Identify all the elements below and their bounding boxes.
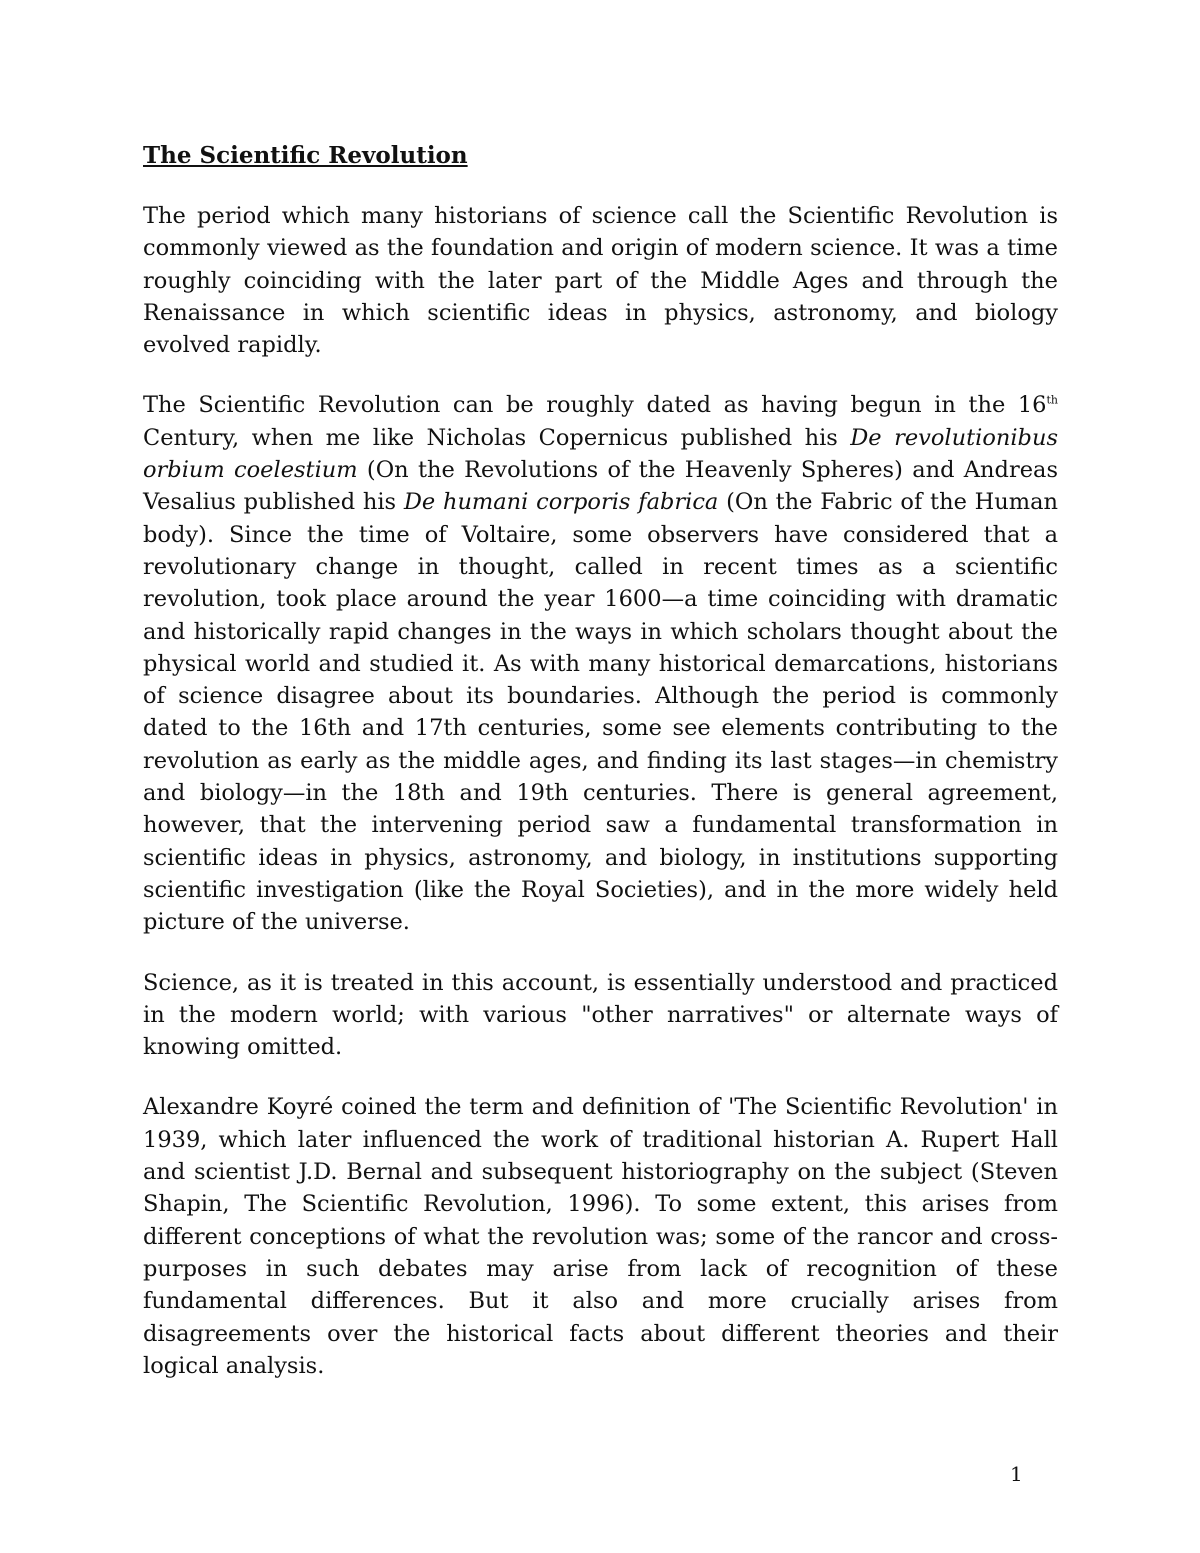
paragraph-2 — [143, 389, 1058, 938]
book-title-de-humani-corporis: De humani corporis fabrica — [403, 489, 719, 516]
paragraph-2-text-d: (On the Fabric of the Human body). Since the time of Voltaire, some observers have considered that a revolutionary change in thought, called in recent times as a scientific revolution, took place around the year 1600—a time coinciding with dramatic and historically rapid changes in the ways in which scholars thought about the physical world and studied it. As with many historical demarcations, historians of science disagree about its boundaries. Although the period is commonly dated to the 16th and 17th centuries, some see elements contributing to the revolution as early as the middle ages, and finding its last stages—in chemistry and biology—in the 18th and 19th centuries. There is general agreement, however, that the intervening period saw a fundamental transformation in scientific ideas in physics, astronomy, and biology, in institutions supporting scientific investigation (like the Royal Societies), and in the more widely held picture of the universe. — [143, 489, 1058, 936]
document-title: The Scientific Revolution — [143, 142, 468, 169]
page-number: 1 — [1010, 1462, 1023, 1486]
paragraph-2-text-a: The Scientific Revolution can be roughly dated as having begun in the 16 — [143, 392, 1047, 419]
book-title-de-revolutionibus: De revolutionibus orbium coelestium — [143, 424, 1058, 484]
paragraph-4: Alexandre Koyré coined the term and definition of 'The Scientific Revolution' in 1939, which later influenced the work of traditional historian A. Rupert Hall and scientist J.D. Bernal and subsequent historiography on the subject (Steven Shapin, The Scientific Revolution, 1996). To some extent, this arises from different conceptions of what the revolution was; some of the rancor and cross-purposes in such debates may arise from lack of recognition of these fundamental differences. But it also and more crucially arises from disagreements over the historical facts about different theories and their logical analysis. — [143, 1094, 1058, 1379]
paragraph-1: The period which many historians of science call the Scientific Revolution is commonly viewed as the foundation and origin of modern science. It was a time roughly coinciding with the later part of the Middle Ages and through the Renaissance in which scientific ideas in physics, astronomy, and biology evolved rapidly. — [143, 203, 1058, 359]
paragraph-2-text-c: (On the Revolutions of the Heavenly Spheres) and Andreas Vesalius published his — [143, 457, 1058, 516]
ordinal-superscript: th — [1046, 393, 1058, 407]
document-body — [143, 140, 1058, 1410]
paragraph-3: Science, as it is treated in this account, is essentially understood and practiced in the modern world; with various "other narratives" or alternate ways of knowing omitted. — [143, 969, 1058, 1061]
paragraph-2-text-b: Century, when me like Nicholas Copernicus published his — [143, 424, 851, 451]
